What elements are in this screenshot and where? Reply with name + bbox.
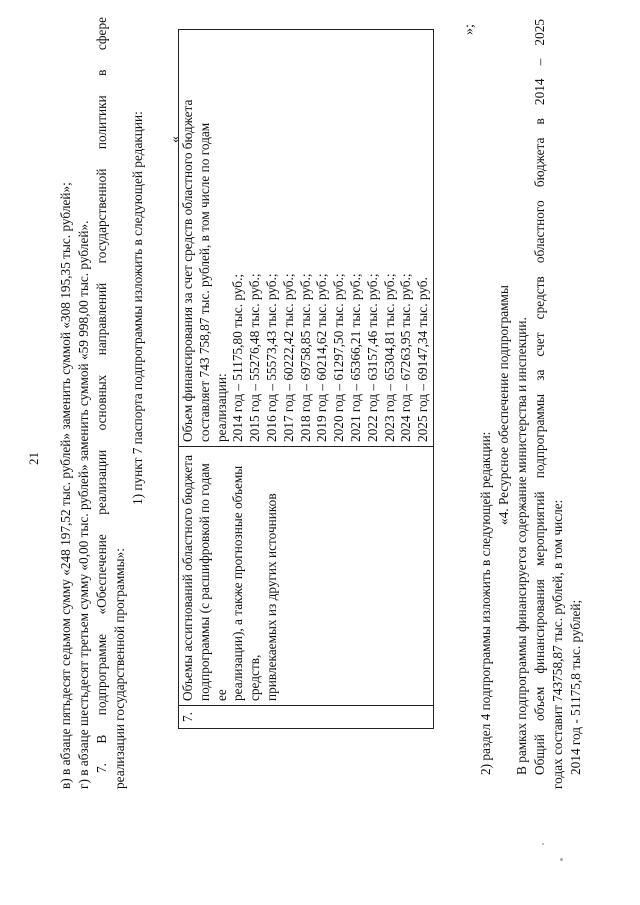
- paragraph-line: В рамках подпрограммы финансируется содержание министерства и инспекции.: [514, 317, 529, 775]
- funding-amounts-cell: [179, 30, 434, 447]
- funding-item-name-cell: [179, 447, 434, 706]
- year-amount-line: 2020 год – 61297,50 тыс. руб.;: [331, 273, 347, 442]
- cell-line: реализации:: [213, 373, 229, 442]
- table-row: [179, 30, 434, 729]
- paragraph-line: г) в абзаце шестьдесят третьем сумму «0,00 тыс. рублей» заменить суммой «59 998,00 тыс. рублей».: [76, 220, 91, 789]
- cell-line: подпрограммы (с расшифровкой по годам ее: [196, 463, 229, 701]
- year-amount-line: 2025 год – 69147,34 тыс. руб.: [415, 277, 431, 442]
- paragraph-line: 1) пункт 7 паспорта подпрограммы изложить в следующей редакции:: [130, 111, 145, 505]
- year-amount-line: 2017 год – 60222,42 тыс. руб.;: [280, 273, 296, 442]
- cell-line: привлекаемых из других источников: [263, 493, 279, 701]
- page-number: 21: [26, 452, 41, 465]
- year-amount-line: 2022 год – 63157,46 тыс. руб.;: [364, 273, 380, 442]
- paragraph-line: 2) раздел 4 подпрограммы изложить в следующей редакции:: [478, 431, 493, 775]
- year-amount-line: 2019 год – 60214,62 тыс. руб.;: [314, 273, 330, 442]
- year-amount-line: 2014 год – 51175,80 тыс. руб.;: [230, 273, 246, 442]
- scan-speck: [560, 858, 563, 861]
- year-amount-line: 2018 год – 69758,85 тыс. руб.;: [297, 273, 313, 442]
- cell-line: Объем финансирования за счет средств областного бюджета: [180, 99, 195, 442]
- paragraph-line: годах составит 743758,87 тыс. рублей, в том числе:: [550, 499, 565, 789]
- paragraph-line: 7. В подпрограмме «Обеспечение реализации основных направлений государственной политики в сфере: [94, 17, 109, 773]
- row-number-cell: 7.: [179, 706, 434, 729]
- paragraph-line: Общий объем финансирования мероприятий подпрограммы за счет средств областного бюджета в 2014 – 2025: [532, 19, 547, 775]
- paragraph-line: в) в абзаце пятьдесят седьмом сумму «248 197,52 тыс. рублей» заменить суммой «308 195,35 тыс. рублей»;: [58, 182, 73, 789]
- opening-quote-mark: «: [168, 136, 183, 143]
- cell-line: реализации), а также прогнозные объемы средств,: [230, 465, 263, 701]
- cell-line: Объемы ассигнований областного бюджета: [180, 455, 195, 701]
- year-amount-line: 2021 год – 65366,21 тыс. руб.;: [347, 273, 363, 442]
- year-amount-line: 2023 год – 65304,81 тыс. руб.;: [381, 273, 397, 442]
- subprogram-passport-table: [178, 29, 434, 729]
- paragraph-line: 2014 год - 51175,8 тыс. рублей;: [568, 599, 583, 775]
- section-heading: «4. Ресурсное обеспечение подпрограммы: [496, 285, 511, 525]
- paragraph-line: реализации государственной программы»:: [112, 548, 127, 789]
- year-amount-line: 2024 год – 67263,95 тыс. руб.;: [398, 273, 414, 442]
- year-amount-line: 2015 год – 55276,48 тыс. руб.;: [247, 273, 263, 442]
- cell-line: составляет 743 758,87 тыс. рублей, в том числе по годам: [196, 122, 212, 442]
- year-amount-line: 2016 год – 55573,43 тыс. руб.;: [263, 273, 279, 442]
- scan-speck: [542, 843, 544, 845]
- closing-quote-mark: »;: [462, 24, 477, 35]
